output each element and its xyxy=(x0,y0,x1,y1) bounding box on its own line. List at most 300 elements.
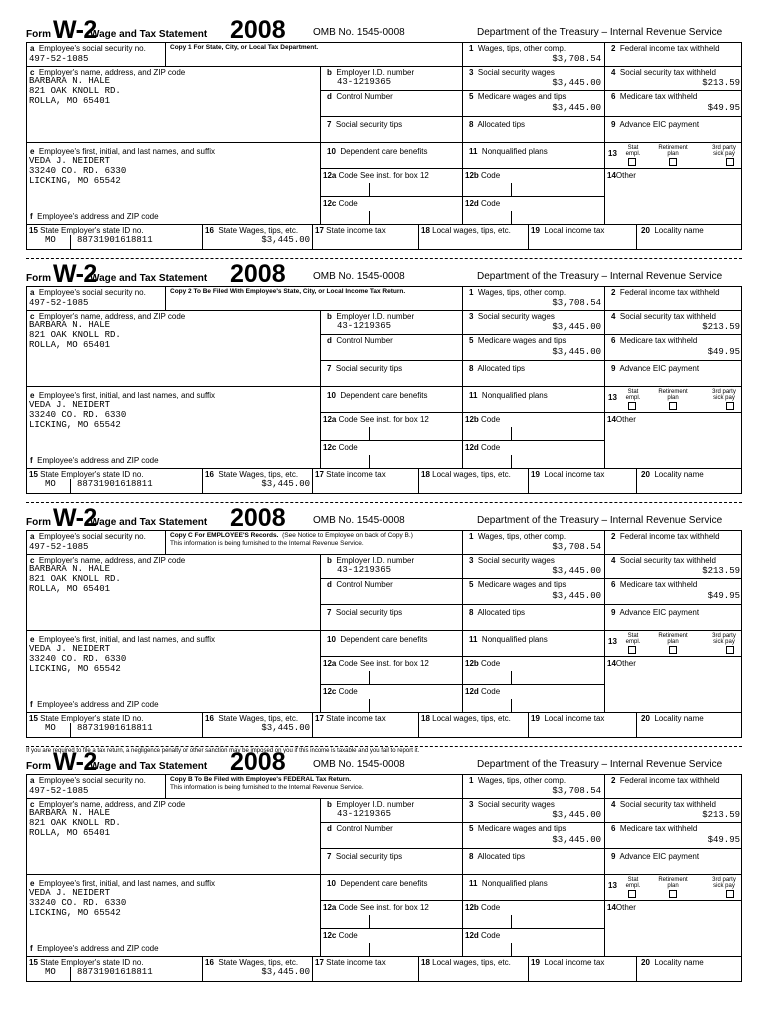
box-13-number: 13 xyxy=(608,881,617,890)
box-e-label: Employee's first, initial, and last names, and suffix xyxy=(38,879,216,888)
box-11-label: Nonqualified plans xyxy=(481,147,548,156)
box-15-label: State Employer's state ID no. xyxy=(40,470,144,479)
state-employer-id: 88731901618811 xyxy=(77,235,153,245)
copy-subtitle: This information is being furnished to the Internal Revenue Service. xyxy=(170,540,364,547)
form-word: Form xyxy=(26,761,51,772)
ss-tax-value: $213.59 xyxy=(702,566,740,576)
box-b-ein xyxy=(320,554,462,578)
omb-number: OMB No. 1545-0008 xyxy=(313,759,405,770)
box-10 xyxy=(320,142,462,168)
ssn-value: 497-52-1085 xyxy=(29,786,89,796)
form-header xyxy=(26,16,742,44)
box-12b-divider xyxy=(511,915,512,928)
retirement-plan-checkbox[interactable] xyxy=(669,402,677,410)
box-11-label: Nonqualified plans xyxy=(481,635,548,644)
third-party-sick-pay-checkbox[interactable] xyxy=(726,646,734,654)
third-party-sick-pay-checkbox[interactable] xyxy=(726,158,734,166)
copy-title: Copy 2 To Be Filed With Employee's State, City, or Local Income Tax Return. xyxy=(170,288,406,295)
box-5 xyxy=(462,90,604,116)
statutory-employee-checkbox[interactable] xyxy=(628,646,636,654)
form-header xyxy=(26,260,742,288)
box-6-number: 6 xyxy=(611,824,616,833)
state-wages-value: $3,445.00 xyxy=(261,967,310,977)
box-5 xyxy=(462,334,604,360)
box-18-number: 18 xyxy=(421,958,430,967)
box-a-label: Employee's social security no. xyxy=(38,776,146,785)
box-7-number: 7 xyxy=(327,608,332,617)
box-6-label: Medicare tax withheld xyxy=(619,92,698,101)
ssn-value: 497-52-1085 xyxy=(29,542,89,552)
box-16-label: State Wages, tips, etc. xyxy=(218,470,299,479)
employee-name: VEDA J. NEIDERT xyxy=(29,888,111,898)
box-12b xyxy=(462,412,604,440)
box-1 xyxy=(462,286,604,310)
box-15-divider xyxy=(70,479,71,494)
box-f-label: Employee's address and ZIP code xyxy=(37,456,159,465)
box-14 xyxy=(604,168,742,224)
box-12c xyxy=(320,928,462,956)
box-7 xyxy=(320,604,462,630)
employee-address-line1: 33240 CO. RD. 6330 xyxy=(29,166,127,176)
box-c-label: Employer's name, address, and ZIP code xyxy=(38,312,186,321)
box-19-label: Local income tax xyxy=(544,226,605,235)
box-e-number: e xyxy=(30,879,35,888)
state-code: MO xyxy=(45,723,56,733)
box-12b-label: Code xyxy=(481,903,501,912)
box-a-label: Employee's social security no. xyxy=(38,44,146,53)
box-16-label: State Wages, tips, etc. xyxy=(218,226,299,235)
retirement-plan-label: Retirement plan xyxy=(658,145,688,157)
copy-title: Copy C For EMPLOYEE'S Records. xyxy=(170,532,279,539)
box-16-label: State Wages, tips, etc. xyxy=(218,714,299,723)
box-17-number: 17 xyxy=(315,714,324,723)
box-14 xyxy=(604,656,742,712)
box-19 xyxy=(528,956,636,982)
box-20 xyxy=(636,712,742,738)
box-2 xyxy=(604,774,742,798)
box-20-label: Locality name xyxy=(654,958,704,967)
employer-name: BARBARA N. HALE xyxy=(29,320,111,330)
box-15-number: 15 xyxy=(29,470,38,479)
box-16 xyxy=(202,468,312,494)
box-9-number: 9 xyxy=(611,608,616,617)
box-12a xyxy=(320,900,462,928)
medicare-tax-value: $49.95 xyxy=(707,347,740,357)
form-grid xyxy=(26,530,742,738)
box-a-number: a xyxy=(30,532,35,541)
box-c-number: c xyxy=(30,312,35,321)
employer-address-line1: 821 OAK KNOLL RD. xyxy=(29,86,121,96)
box-f-label: Employee's address and ZIP code xyxy=(37,212,159,221)
box-d-number: d xyxy=(327,336,332,345)
box-11-number: 11 xyxy=(469,147,478,156)
box-12b xyxy=(462,168,604,196)
box-12a-divider xyxy=(369,915,370,928)
box-14-number: 14 xyxy=(607,171,616,180)
ss-wages-value: $3,445.00 xyxy=(552,78,601,88)
ss-wages-value: $3,445.00 xyxy=(552,566,601,576)
box-10-label: Dependent care benefits xyxy=(340,635,428,644)
omb-number: OMB No. 1545-0008 xyxy=(313,271,405,282)
box-12b xyxy=(462,900,604,928)
box-9 xyxy=(604,604,742,630)
box-19-label: Local income tax xyxy=(544,714,605,723)
box-10-number: 10 xyxy=(327,879,336,888)
box-20-number: 20 xyxy=(641,226,650,235)
box-10-number: 10 xyxy=(327,635,336,644)
box-12a-label: Code See inst. for box 12 xyxy=(338,903,429,912)
medicare-tax-value: $49.95 xyxy=(707,591,740,601)
box-1-label: Wages, tips, other comp. xyxy=(477,532,567,541)
ein-value: 43-1219365 xyxy=(337,565,392,575)
box-c-label: Employer's name, address, and ZIP code xyxy=(38,68,186,77)
ein-value: 43-1219365 xyxy=(337,809,392,819)
department: Department of the Treasury – Internal Revenue Service xyxy=(477,759,723,770)
box-2-number: 2 xyxy=(611,288,616,297)
box-b-number: b xyxy=(327,312,332,321)
cut-line xyxy=(26,502,742,503)
box-6 xyxy=(604,90,742,116)
box-16-number: 16 xyxy=(205,714,214,723)
copy-designation xyxy=(165,530,462,554)
box-12a-number: 12a xyxy=(323,903,337,912)
box-20-number: 20 xyxy=(641,470,650,479)
box-5-number: 5 xyxy=(469,92,474,101)
box-14-label: Other xyxy=(615,415,636,424)
copy-designation xyxy=(165,42,462,66)
box-d-label: Control Number xyxy=(336,824,393,833)
box-9-label: Advance EIC payment xyxy=(619,852,700,861)
box-12d-divider xyxy=(511,455,512,468)
employee-name: VEDA J. NEIDERT xyxy=(29,644,111,654)
retirement-plan-checkbox[interactable] xyxy=(669,158,677,166)
box-d-control xyxy=(320,334,462,360)
box-9 xyxy=(604,116,742,142)
box-16 xyxy=(202,224,312,250)
retirement-plan-checkbox[interactable] xyxy=(669,646,677,654)
box-12d-label: Code xyxy=(481,443,501,452)
department: Department of the Treasury – Internal Revenue Service xyxy=(477,27,723,38)
box-f-number: f xyxy=(30,456,33,465)
box-12d xyxy=(462,440,604,468)
employer-address-line1: 821 OAK KNOLL RD. xyxy=(29,574,121,584)
statutory-employee-checkbox[interactable] xyxy=(628,890,636,898)
box-12d-label: Code xyxy=(481,931,501,940)
box-15 xyxy=(26,956,202,982)
employer-address-line2: ROLLA, MO 65401 xyxy=(29,828,111,838)
box-9 xyxy=(604,848,742,874)
box-12b-number: 12b xyxy=(465,171,479,180)
box-12a-label: Code See inst. for box 12 xyxy=(338,415,429,424)
retirement-plan-checkbox[interactable] xyxy=(669,890,677,898)
form-grid xyxy=(26,286,742,494)
medicare-wages-value: $3,445.00 xyxy=(552,103,601,113)
box-3-number: 3 xyxy=(469,800,474,809)
box-c-employer xyxy=(26,798,320,874)
copy-subtitle: This information is being furnished to the Internal Revenue Service. xyxy=(170,784,364,791)
box-10-label: Dependent care benefits xyxy=(340,879,428,888)
box-4-number: 4 xyxy=(611,800,616,809)
box-4 xyxy=(604,310,742,334)
box-12a-number: 12a xyxy=(323,415,337,424)
box-15-divider xyxy=(70,723,71,738)
box-18-label: Local wages, tips, etc. xyxy=(432,226,511,235)
third-party-sick-pay-label: 3rd party sick pay xyxy=(712,145,736,157)
box-1-label: Wages, tips, other comp. xyxy=(477,44,567,53)
box-a-number: a xyxy=(30,776,35,785)
box-15-label: State Employer's state ID no. xyxy=(40,226,144,235)
box-1-number: 1 xyxy=(469,44,474,53)
box-a-ssn xyxy=(26,42,165,66)
box-16-number: 16 xyxy=(205,958,214,967)
box-e-label: Employee's first, initial, and last names, and suffix xyxy=(38,391,216,400)
box-12b-number: 12b xyxy=(465,903,479,912)
box-12a-label: Code See inst. for box 12 xyxy=(338,659,429,668)
box-19-label: Local income tax xyxy=(544,958,605,967)
box-4-label: Social security tax withheld xyxy=(619,68,716,77)
box-e-employee xyxy=(26,630,320,712)
box-12c-divider xyxy=(369,455,370,468)
box-20-number: 20 xyxy=(641,958,650,967)
retirement-plan-label: Retirement plan xyxy=(658,633,688,645)
form-word: Form xyxy=(26,29,51,40)
box-14 xyxy=(604,412,742,468)
box-12b-label: Code xyxy=(481,171,501,180)
penalty-notice: If you are required to file a tax return, a negligence penalty or other sanction may be imposed on you if this income is taxable and you fail to report it. xyxy=(26,748,420,754)
third-party-sick-pay-label: 3rd party sick pay xyxy=(712,633,736,645)
box-12b-number: 12b xyxy=(465,415,479,424)
form-grid xyxy=(26,774,742,982)
box-4-number: 4 xyxy=(611,312,616,321)
state-employer-id: 88731901618811 xyxy=(77,723,153,733)
box-3 xyxy=(462,310,604,334)
copy-designation xyxy=(165,286,462,310)
box-15 xyxy=(26,468,202,494)
form-word: Form xyxy=(26,517,51,528)
form-word: Form xyxy=(26,273,51,284)
third-party-sick-pay-checkbox[interactable] xyxy=(726,402,734,410)
box-19-number: 19 xyxy=(531,958,540,967)
box-e-number: e xyxy=(30,147,35,156)
state-wages-value: $3,445.00 xyxy=(261,723,310,733)
box-c-number: c xyxy=(30,800,35,809)
box-5-number: 5 xyxy=(469,580,474,589)
box-a-number: a xyxy=(30,288,35,297)
box-10 xyxy=(320,386,462,412)
box-5-label: Medicare wages and tips xyxy=(477,580,567,589)
box-7-label: Social security tips xyxy=(335,120,403,129)
form-title: Wage and Tax Statement xyxy=(90,29,208,40)
ss-tax-value: $213.59 xyxy=(702,322,740,332)
box-b-number: b xyxy=(327,800,332,809)
box-15-number: 15 xyxy=(29,958,38,967)
box-b-label: Employer I.D. number xyxy=(336,312,415,321)
box-16-number: 16 xyxy=(205,226,214,235)
box-11-number: 11 xyxy=(469,391,478,400)
box-18 xyxy=(418,468,528,494)
box-7 xyxy=(320,116,462,142)
box-18 xyxy=(418,224,528,250)
box-14-label: Other xyxy=(615,171,636,180)
box-4 xyxy=(604,554,742,578)
box-4-number: 4 xyxy=(611,556,616,565)
form-title: Wage and Tax Statement xyxy=(90,273,208,284)
box-11-label: Nonqualified plans xyxy=(481,391,548,400)
box-12a-number: 12a xyxy=(323,171,337,180)
copy-title: Copy 1 For State, City, or Local Tax Department. xyxy=(170,44,319,51)
box-9-label: Advance EIC payment xyxy=(619,120,700,129)
box-11-number: 11 xyxy=(469,879,478,888)
box-18 xyxy=(418,956,528,982)
box-1-number: 1 xyxy=(469,288,474,297)
box-a-ssn xyxy=(26,774,165,798)
box-e-label: Employee's first, initial, and last names, and suffix xyxy=(38,147,216,156)
box-11 xyxy=(462,874,604,900)
box-15-divider xyxy=(70,967,71,982)
box-6-number: 6 xyxy=(611,92,616,101)
box-12b-label: Code xyxy=(481,415,501,424)
third-party-sick-pay-checkbox[interactable] xyxy=(726,890,734,898)
box-b-label: Employer I.D. number xyxy=(336,556,415,565)
box-12c-number: 12c xyxy=(323,199,337,208)
wages-value: $3,708.54 xyxy=(552,542,601,552)
box-4 xyxy=(604,798,742,822)
box-15-divider xyxy=(70,235,71,250)
statutory-employee-checkbox[interactable] xyxy=(628,158,636,166)
form-title: Wage and Tax Statement xyxy=(90,517,208,528)
box-7 xyxy=(320,360,462,386)
state-code: MO xyxy=(45,235,56,245)
form-name: W-2 xyxy=(53,260,97,288)
box-8-label: Allocated tips xyxy=(477,120,526,129)
box-12b-number: 12b xyxy=(465,659,479,668)
employer-address-line2: ROLLA, MO 65401 xyxy=(29,96,111,106)
box-7-number: 7 xyxy=(327,364,332,373)
box-6 xyxy=(604,334,742,360)
box-12c-label: Code xyxy=(338,199,358,208)
box-2-label: Federal income tax withheld xyxy=(619,44,720,53)
box-3-label: Social security wages xyxy=(477,68,555,77)
box-e-employee xyxy=(26,874,320,956)
copy-title: Copy B To Be Filed with Employee's FEDERAL Tax Return. xyxy=(170,776,352,783)
box-12d xyxy=(462,684,604,712)
department: Department of the Treasury – Internal Revenue Service xyxy=(477,271,723,282)
statutory-employee-checkbox[interactable] xyxy=(628,402,636,410)
box-12d-number: 12d xyxy=(465,199,479,208)
box-4 xyxy=(604,66,742,90)
box-17 xyxy=(312,712,418,738)
box-2-number: 2 xyxy=(611,776,616,785)
box-b-ein xyxy=(320,798,462,822)
box-8 xyxy=(462,604,604,630)
employer-address-line1: 821 OAK KNOLL RD. xyxy=(29,818,121,828)
box-12c-label: Code xyxy=(338,687,358,696)
box-12a xyxy=(320,412,462,440)
box-2 xyxy=(604,286,742,310)
box-19-number: 19 xyxy=(531,714,540,723)
box-8-number: 8 xyxy=(469,608,474,617)
box-19-label: Local income tax xyxy=(544,470,605,479)
box-12b-divider xyxy=(511,671,512,684)
box-1 xyxy=(462,530,604,554)
employee-address-line1: 33240 CO. RD. 6330 xyxy=(29,898,127,908)
box-10-number: 10 xyxy=(327,391,336,400)
box-18-number: 18 xyxy=(421,470,430,479)
box-7-number: 7 xyxy=(327,120,332,129)
box-12d xyxy=(462,928,604,956)
box-5-label: Medicare wages and tips xyxy=(477,336,567,345)
box-2 xyxy=(604,42,742,66)
box-11-number: 11 xyxy=(469,635,478,644)
box-15-number: 15 xyxy=(29,714,38,723)
box-12c-divider xyxy=(369,211,370,224)
box-9-number: 9 xyxy=(611,364,616,373)
box-6-label: Medicare tax withheld xyxy=(619,336,698,345)
box-12d xyxy=(462,196,604,224)
medicare-wages-value: $3,445.00 xyxy=(552,347,601,357)
box-11 xyxy=(462,386,604,412)
third-party-sick-pay-label: 3rd party sick pay xyxy=(712,389,736,401)
box-a-label: Employee's social security no. xyxy=(38,532,146,541)
box-b-number: b xyxy=(327,68,332,77)
box-12b xyxy=(462,656,604,684)
box-8-number: 8 xyxy=(469,120,474,129)
box-f-number: f xyxy=(30,944,33,953)
box-12a-divider xyxy=(369,427,370,440)
box-4-number: 4 xyxy=(611,68,616,77)
box-12b-divider xyxy=(511,427,512,440)
box-13-number: 13 xyxy=(608,637,617,646)
box-6 xyxy=(604,578,742,604)
employee-name: VEDA J. NEIDERT xyxy=(29,156,111,166)
box-14-label: Other xyxy=(615,903,636,912)
box-e-employee xyxy=(26,386,320,468)
box-e-number: e xyxy=(30,635,35,644)
box-12c-label: Code xyxy=(338,931,358,940)
ssn-value: 497-52-1085 xyxy=(29,298,89,308)
box-12c-label: Code xyxy=(338,443,358,452)
box-20 xyxy=(636,956,742,982)
box-17 xyxy=(312,956,418,982)
box-19 xyxy=(528,224,636,250)
ss-wages-value: $3,445.00 xyxy=(552,810,601,820)
wages-value: $3,708.54 xyxy=(552,298,601,308)
box-6-number: 6 xyxy=(611,336,616,345)
box-17-number: 17 xyxy=(315,958,324,967)
box-12c-number: 12c xyxy=(323,931,337,940)
box-20-label: Locality name xyxy=(654,226,704,235)
box-19-number: 19 xyxy=(531,470,540,479)
box-6-number: 6 xyxy=(611,580,616,589)
box-10-number: 10 xyxy=(327,147,336,156)
box-17-number: 17 xyxy=(315,226,324,235)
box-8 xyxy=(462,848,604,874)
box-d-number: d xyxy=(327,824,332,833)
ein-value: 43-1219365 xyxy=(337,321,392,331)
form-name: W-2 xyxy=(53,16,97,44)
tax-year: 2008 xyxy=(230,16,286,44)
tax-year: 2008 xyxy=(230,260,286,288)
box-d-control xyxy=(320,90,462,116)
medicare-tax-value: $49.95 xyxy=(707,835,740,845)
box-a-label: Employee's social security no. xyxy=(38,288,146,297)
box-3 xyxy=(462,66,604,90)
box-2-label: Federal income tax withheld xyxy=(619,532,720,541)
box-19-number: 19 xyxy=(531,226,540,235)
box-f-label: Employee's address and ZIP code xyxy=(37,700,159,709)
box-17-number: 17 xyxy=(315,470,324,479)
ss-tax-value: $213.59 xyxy=(702,78,740,88)
